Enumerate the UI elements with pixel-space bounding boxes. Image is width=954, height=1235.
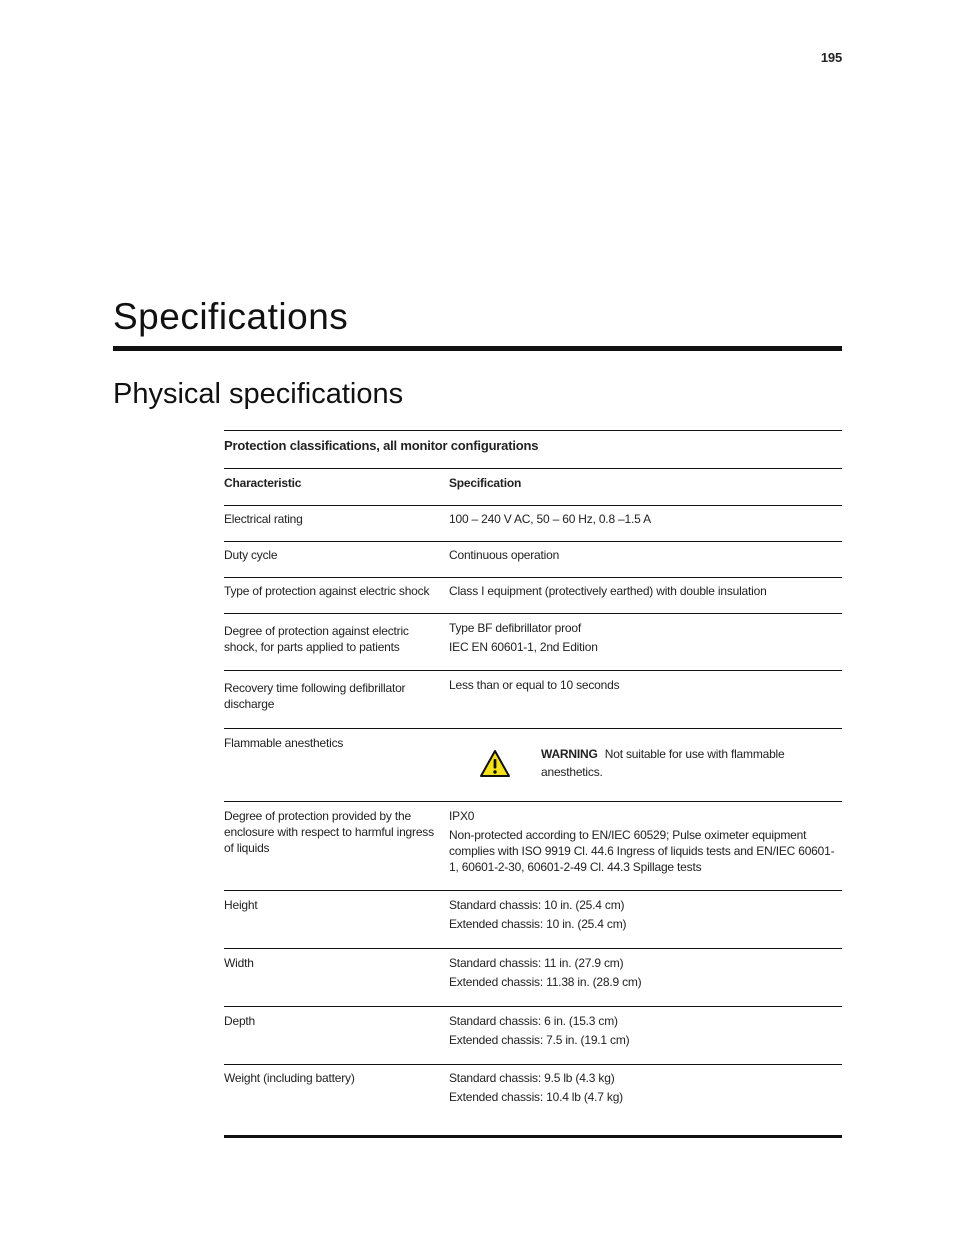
row-label: Degree of protection against electric shock, for parts applied to patients	[224, 624, 409, 654]
table-row-width	[224, 949, 842, 1007]
row-label: Flammable anesthetics	[224, 736, 344, 750]
row-value-line: Extended chassis: 10 in. (25.4 cm)	[449, 917, 627, 931]
row-value-line: Type BF defibrillator proof	[449, 621, 581, 635]
row-value	[449, 735, 842, 801]
row-value	[449, 620, 842, 670]
table-row-electrical-rating	[224, 506, 842, 542]
row-label: Recovery time following defibrillator discharge	[224, 681, 406, 711]
warning-label: WARNING	[541, 747, 598, 761]
row-value: Less than or equal to 10 seconds	[449, 678, 620, 692]
chapter-rule	[113, 346, 842, 351]
row-value-line: Non-protected according to EN/IEC 60529; Pulse oximeter equipment complies with ISO 9919 Cl. 44.6 Ingress of liquids tests and EN/IEC 60601-1, 60601-2-30, 60601-2-49 Cl. 44.3 Spillage tests	[449, 828, 835, 874]
row-label: Weight (including battery)	[224, 1071, 355, 1085]
row-label: Electrical rating	[224, 512, 303, 526]
protection-classifications-table	[224, 430, 842, 1138]
row-value	[449, 1013, 842, 1064]
row-value-line: Standard chassis: 9.5 lb (4.3 kg)	[449, 1071, 615, 1085]
header-specification: Specification	[449, 476, 522, 490]
row-value-line: Standard chassis: 6 in. (15.3 cm)	[449, 1014, 618, 1028]
table-header-row	[224, 469, 842, 506]
row-value	[449, 808, 842, 890]
table-row-height	[224, 891, 842, 949]
row-value-line: Extended chassis: 11.38 in. (28.9 cm)	[449, 975, 642, 989]
row-value-line: Extended chassis: 10.4 lb (4.7 kg)	[449, 1090, 623, 1104]
row-value	[449, 955, 842, 1006]
table-row-recovery-time	[224, 671, 842, 729]
row-label: Depth	[224, 1014, 256, 1028]
row-value: Continuous operation	[449, 548, 560, 562]
row-label: Type of protection against electric shock	[224, 584, 430, 598]
table-row-liquid-ingress	[224, 802, 842, 891]
table-caption: Protection classifications, all monitor configurations	[224, 431, 842, 469]
row-value: Class I equipment (protectively earthed) with double insulation	[449, 584, 767, 598]
row-value-line: IEC EN 60601-1, 2nd Edition	[449, 640, 598, 654]
table-row-shock-type	[224, 578, 842, 614]
table-row-depth	[224, 1007, 842, 1065]
warning-text	[541, 745, 811, 781]
row-value	[449, 1070, 842, 1135]
row-value-line: Standard chassis: 10 in. (25.4 cm)	[449, 898, 625, 912]
row-value-line: Extended chassis: 7.5 in. (19.1 cm)	[449, 1033, 630, 1047]
section-title: Physical specifications	[113, 378, 404, 410]
table-row-shock-degree	[224, 614, 842, 671]
row-label: Height	[224, 898, 258, 912]
row-value-line: Standard chassis: 11 in. (27.9 cm)	[449, 956, 624, 970]
row-label: Duty cycle	[224, 548, 278, 562]
table-row-duty-cycle	[224, 542, 842, 578]
row-value-line: IPX0	[449, 809, 475, 823]
table-row-weight	[224, 1065, 842, 1138]
warning-message: Not suitable for use with flammable anesthetics.	[541, 747, 785, 779]
warning-triangle-icon	[479, 749, 511, 779]
row-label: Degree of protection provided by the enclosure with respect to harmful ingress of liquids	[224, 809, 434, 855]
table-row-flammable-anesthetics	[224, 729, 842, 802]
header-characteristic: Characteristic	[224, 476, 302, 490]
warning-callout	[479, 745, 842, 781]
row-value	[449, 897, 842, 948]
row-value: 100 – 240 V AC, 50 – 60 Hz, 0.8 –1.5 A	[449, 512, 651, 526]
row-label: Width	[224, 956, 254, 970]
page-number: 195	[820, 50, 842, 65]
chapter-title: Specifications	[113, 296, 349, 337]
